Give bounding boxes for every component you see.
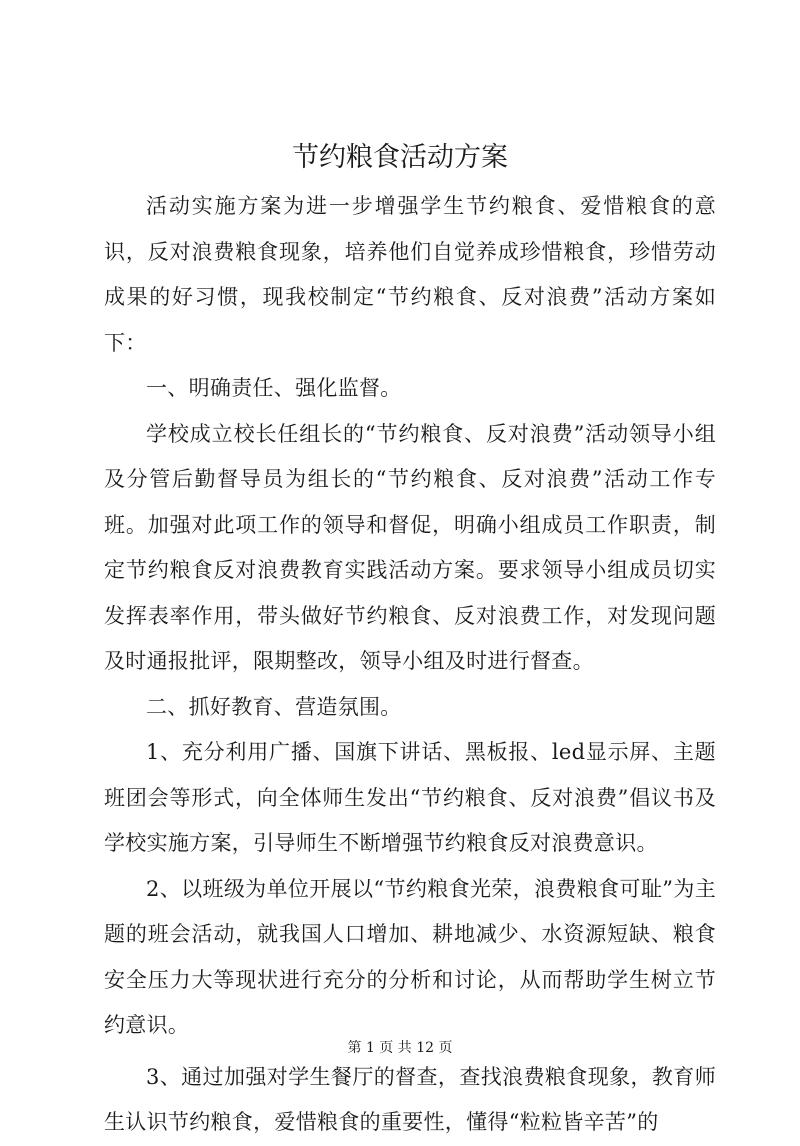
section-heading-1: 一、明确责任、强化监督。 [146,376,402,400]
section-heading-2: 二、抓好教育、营造氛围。 [146,694,402,719]
page-footer: 第 1 页 共 12 页 [347,1040,453,1056]
paragraph-intro: 活动实施方案为进一步增强学生节约粮食、爱惜粮食的意识，反对浪费粮食现象，培养他们自觉养成珍惜粮食，珍惜劳动成果的好习惯，现我校制定“节约粮食、反对浪费”活动方案如下： [104,194,716,355]
paragraph-section-1: 学校成立校长任组长的“节约粮食、反对浪费”活动领导小组及分管后勤督导员为组长的“节约粮食、反对浪费”活动工作专班。加强对此项工作的领导和督促，明确小组成员工作职责，制定节约粮食反对浪费教育实践活动方案。要求领导小组成员切实发挥表率作用，带头做好节约粮食、反对浪费工作，对发现问题及时通报批评，限期整改，领导小组及时进行督查。 [104,421,716,673]
paragraph-item-3: 3、通过加强对学生餐厅的督查，查找浪费粮食现象，教育师生认识节约粮食，爱惜粮食的重要性，懂得“粒粒皆辛苦”的 [104,1064,716,1134]
paragraph-item-1: 1、充分利用广播、国旗下讲话、黑板报、led显示屏、主题班团会等形式，向全体师生发出“节约粮食、反对浪费”倡议书及学校实施方案，引导师生不断增强节约粮食反对浪费意识。 [104,740,716,855]
paragraph-item-2: 2、以班级为单位开展以“节约粮食光荣，浪费粮食可耻”为主题的班会活动，就我国人口增加、耕地减少、水资源短缺、粮食安全压力大等现状进行充分的分析和讨论，从而帮助学生树立节约意识。 [104,876,716,1037]
document-title: 节约粮食活动方案 [292,142,508,173]
document-body [104,184,716,1146]
